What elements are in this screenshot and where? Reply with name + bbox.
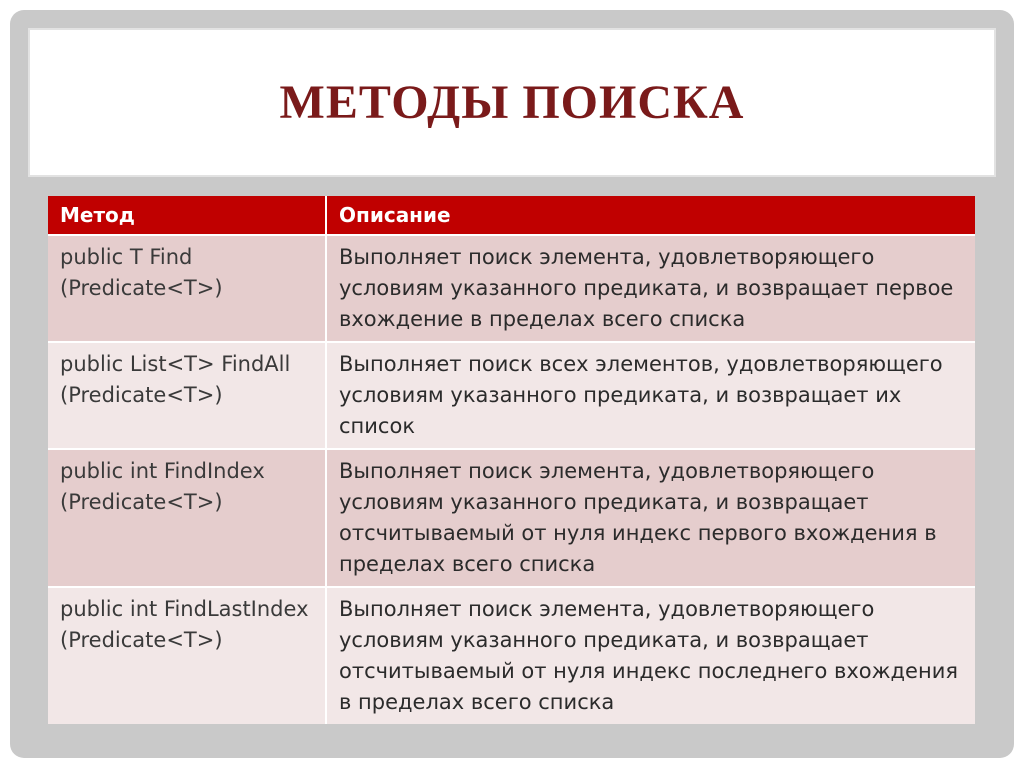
table-row bbox=[48, 449, 975, 587]
table-header-row bbox=[48, 196, 975, 235]
description-cell: Выполняет поиск всех элементов, удовлетворяющего условиям указанного предиката, и возвращает их список bbox=[326, 342, 975, 449]
method-cell: public T Find (Predicate<T>) bbox=[48, 235, 326, 342]
title-box bbox=[30, 30, 994, 175]
methods-table bbox=[48, 196, 975, 724]
column-header-description: Описание bbox=[326, 196, 975, 235]
slide-title: МЕТОДЫ ПОИСКА bbox=[279, 76, 745, 129]
method-cell: public int FindIndex (Predicate<T>) bbox=[48, 449, 326, 587]
method-cell: public int FindLastIndex (Predicate<T>) bbox=[48, 587, 326, 724]
description-cell: Выполняет поиск элемента, удовлетворяющего условиям указанного предиката, и возвращает первое вхождение в пределах всего списка bbox=[326, 235, 975, 342]
column-header-method: Метод bbox=[48, 196, 326, 235]
method-cell: public List<T> FindAll (Predicate<T>) bbox=[48, 342, 326, 449]
table-row bbox=[48, 587, 975, 724]
table-row bbox=[48, 342, 975, 449]
description-cell: Выполняет поиск элемента, удовлетворяющего условиям указанного предиката, и возвращает отсчитываемый от нуля индекс первого вхождения в пределах всего списка bbox=[326, 449, 975, 587]
description-cell: Выполняет поиск элемента, удовлетворяющего условиям указанного предиката, и возвращает отсчитываемый от нуля индекс последнего вхождения в пределах всего списка bbox=[326, 587, 975, 724]
table-row bbox=[48, 235, 975, 342]
